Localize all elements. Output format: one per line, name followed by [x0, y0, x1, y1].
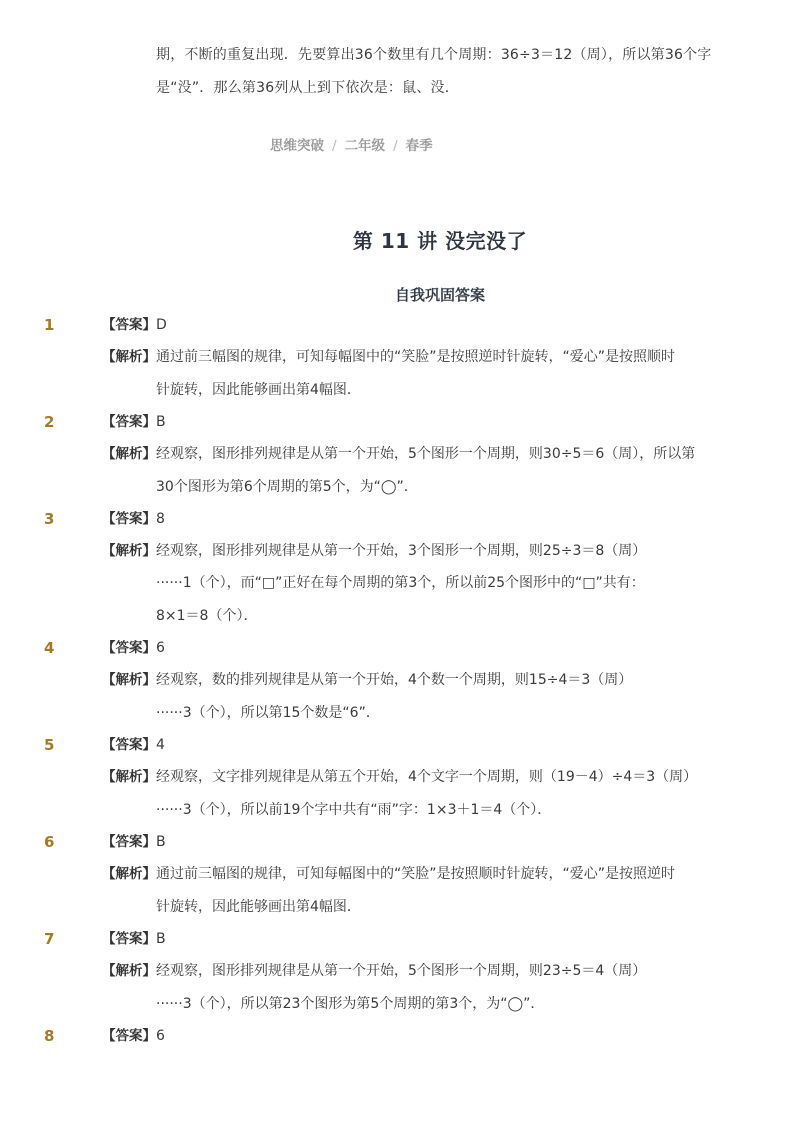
analysis-line: 经观察，图形排列规律是从第一个开始，5个图形一个周期，则23÷5＝4（周） — [156, 963, 647, 979]
answer-label: 【答案】 — [102, 834, 156, 850]
analysis-label: 【解析】 — [102, 446, 156, 462]
question-number: 5 — [44, 736, 55, 754]
answer-value: 8 — [156, 511, 165, 527]
question-number: 4 — [44, 639, 55, 657]
analysis-line: 经观察，文字排列规律是从第五个开始，4个文字一个周期，则（19－4）÷4＝3（周） — [156, 769, 698, 785]
answer-label: 【答案】 — [102, 1028, 156, 1044]
question-number: 8 — [44, 1027, 55, 1045]
analysis-line: ······3（个），所以第23个图形为第5个周期的第3个，为“◯”． — [156, 996, 545, 1012]
question-number: 1 — [44, 316, 55, 334]
intro-line-1: 期，不断的重复出现．先要算出36个数里有几个周期：36÷3＝12（周），所以第36个字 — [156, 47, 712, 63]
breadcrumb: 思维突破 / 二年级 / 春季 — [270, 138, 433, 154]
lecture-title: 第 11 讲 没完没了 — [352, 229, 528, 253]
question-number: 3 — [44, 510, 55, 528]
section-title: 自我巩固答案 — [394, 286, 485, 304]
analysis-label: 【解析】 — [102, 543, 156, 559]
analysis-line: 通过前三幅图的规律，可知每幅图中的“笑脸”是按照顺时针旋转，“爱心”是按照逆时 — [156, 866, 676, 882]
analysis-line: ······1（个），而“□”正好在每个周期的第3个，所以前25个图形中的“□”共有： — [156, 575, 645, 591]
analysis-label: 【解析】 — [102, 349, 156, 365]
answer-value: B — [156, 931, 166, 947]
analysis-line: 8×1＝8（个）． — [156, 608, 258, 624]
answer-value: 6 — [156, 640, 165, 656]
breadcrumb-item: 二年级 — [344, 138, 386, 154]
answer-value: B — [156, 834, 166, 850]
question-number: 7 — [44, 930, 55, 948]
breadcrumb-item: 思维突破 — [270, 138, 324, 154]
answer-value: 6 — [156, 1028, 165, 1044]
answer-label: 【答案】 — [102, 737, 156, 753]
analysis-line: ······3（个），所以第15个数是“6”． — [156, 705, 380, 721]
answer-label: 【答案】 — [102, 931, 156, 947]
analysis-line: 经观察，图形排列规律是从第一个开始，5个图形一个周期，则30÷5＝6（周），所以第 — [156, 446, 696, 462]
analysis-label: 【解析】 — [102, 769, 156, 785]
breadcrumb-item: 春季 — [405, 138, 433, 154]
intro-line-2: 是“没”．那么第36列从上到下依次是：鼠、没． — [156, 80, 459, 96]
question-number: 6 — [44, 833, 55, 851]
analysis-line: ······3（个），所以前19个字中共有“雨”字：1×3＋1＝4（个）． — [156, 802, 552, 818]
analysis-line: 针旋转，因此能够画出第4幅图． — [156, 382, 361, 398]
answer-label: 【答案】 — [102, 640, 156, 656]
answer-value: B — [156, 414, 166, 430]
answer-value: 4 — [156, 737, 165, 753]
question-number: 2 — [44, 413, 55, 431]
answer-value: D — [156, 317, 167, 333]
analysis-label: 【解析】 — [102, 866, 156, 882]
analysis-label: 【解析】 — [102, 963, 156, 979]
answer-label: 【答案】 — [102, 511, 156, 527]
analysis-line: 经观察，图形排列规律是从第一个开始，3个图形一个周期，则25÷3＝8（周） — [156, 543, 647, 559]
answer-label: 【答案】 — [102, 414, 156, 430]
answer-label: 【答案】 — [102, 317, 156, 333]
analysis-line: 通过前三幅图的规律，可知每幅图中的“笑脸”是按照逆时针旋转，“爱心”是按照顺时 — [156, 349, 676, 365]
analysis-line: 30个图形为第6个周期的第5个，为“◯”． — [156, 479, 418, 495]
analysis-line: 经观察，数的排列规律是从第一个开始，4个数一个周期，则15÷4＝3（周） — [156, 672, 633, 688]
analysis-line: 针旋转，因此能够画出第4幅图． — [156, 899, 361, 915]
analysis-label: 【解析】 — [102, 672, 156, 688]
